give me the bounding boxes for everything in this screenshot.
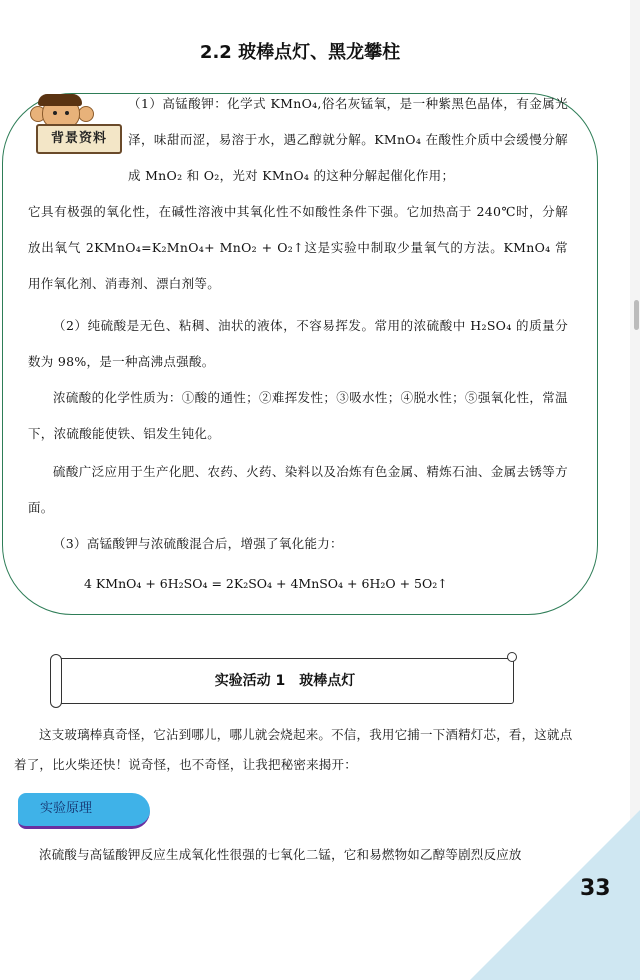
background-para-2: （2）纯硫酸是无色、粘稠、油状的液体，不容易挥发。常用的浓硫酸中 H₂SO₄ 的质量分数为 98%，是一种高沸点强酸。 xyxy=(28,318,568,369)
badge-label: 背景资料 xyxy=(36,124,122,154)
background-para-1: （1）高锰酸钾：化学式 KMnO₄,俗名灰锰氧，是一种紫黑色晶体，有金属光泽，味甜而涩，易溶于水，遇乙醇就分解。KMnO₄ 在酸性介质中会缓慢分解成 MnO₂ 和 O₂，光对 KMnO₄ 的这种分解起催化作用； xyxy=(128,96,568,183)
principle-text: 浓硫酸与高锰酸钾反应生成氧化性很强的七氧化二锰，它和易燃物如乙醇等剧烈反应放 xyxy=(39,847,522,862)
background-para-4: 硫酸广泛应用于生产化肥、农药、火药、染料以及冶炼有色金属、精炼石油、金属去锈等方面。 xyxy=(28,464,568,515)
corner-decoration xyxy=(470,810,640,980)
scroll-curl-right xyxy=(507,652,517,662)
page-number: 33 xyxy=(580,876,611,901)
eye xyxy=(53,111,57,115)
cartoon-hand-icon xyxy=(78,106,94,122)
activity-intro: 这支玻璃棒真奇怪，它沾到哪儿，哪儿就会烧起来。不信，我用它捕一下酒精灯芯，看，这就点着了，比火柴还快！说奇怪，也不奇怪，让我把秘密来揭开： xyxy=(14,727,573,772)
cartoon-hair-icon xyxy=(38,94,82,106)
eye xyxy=(65,111,69,115)
background-para-1-cont: 它具有极强的氧化性，在碱性溶液中其氧化性不如酸性条件下强。它加热高于 240℃时，分解放出氧气 2KMnO₄=K₂MnO₄+ MnO₂ + O₂↑这是实验中制取少量氧气的方法。KMnO₄ 常用作氧化剂、消毒剂、漂白剂等。 xyxy=(28,204,568,291)
background-para-3: 浓硫酸的化学性质为：①酸的通性；②难挥发性；③吸水性；④脱水性；⑤强氧化性，常温下，浓硫酸能使铁、铝发生钝化。 xyxy=(28,390,568,441)
principle-tag: 实验原理 xyxy=(18,793,150,829)
scrollbar-thumb[interactable] xyxy=(634,300,639,330)
activity-title: 实验活动 1 玻棒点灯 xyxy=(214,673,356,689)
reaction-equation: 4 KMnO₄ + 6H₂SO₄ = 2K₂SO₄ + 4MnSO₄ + 6H₂O + 5O₂↑ xyxy=(84,576,448,591)
background-para-5: （3）高锰酸钾与浓硫酸混合后，增强了氧化能力： xyxy=(53,536,343,551)
background-badge xyxy=(28,94,124,158)
section-title: 2.2 玻棒点灯、黑龙攀柱 xyxy=(199,42,401,63)
